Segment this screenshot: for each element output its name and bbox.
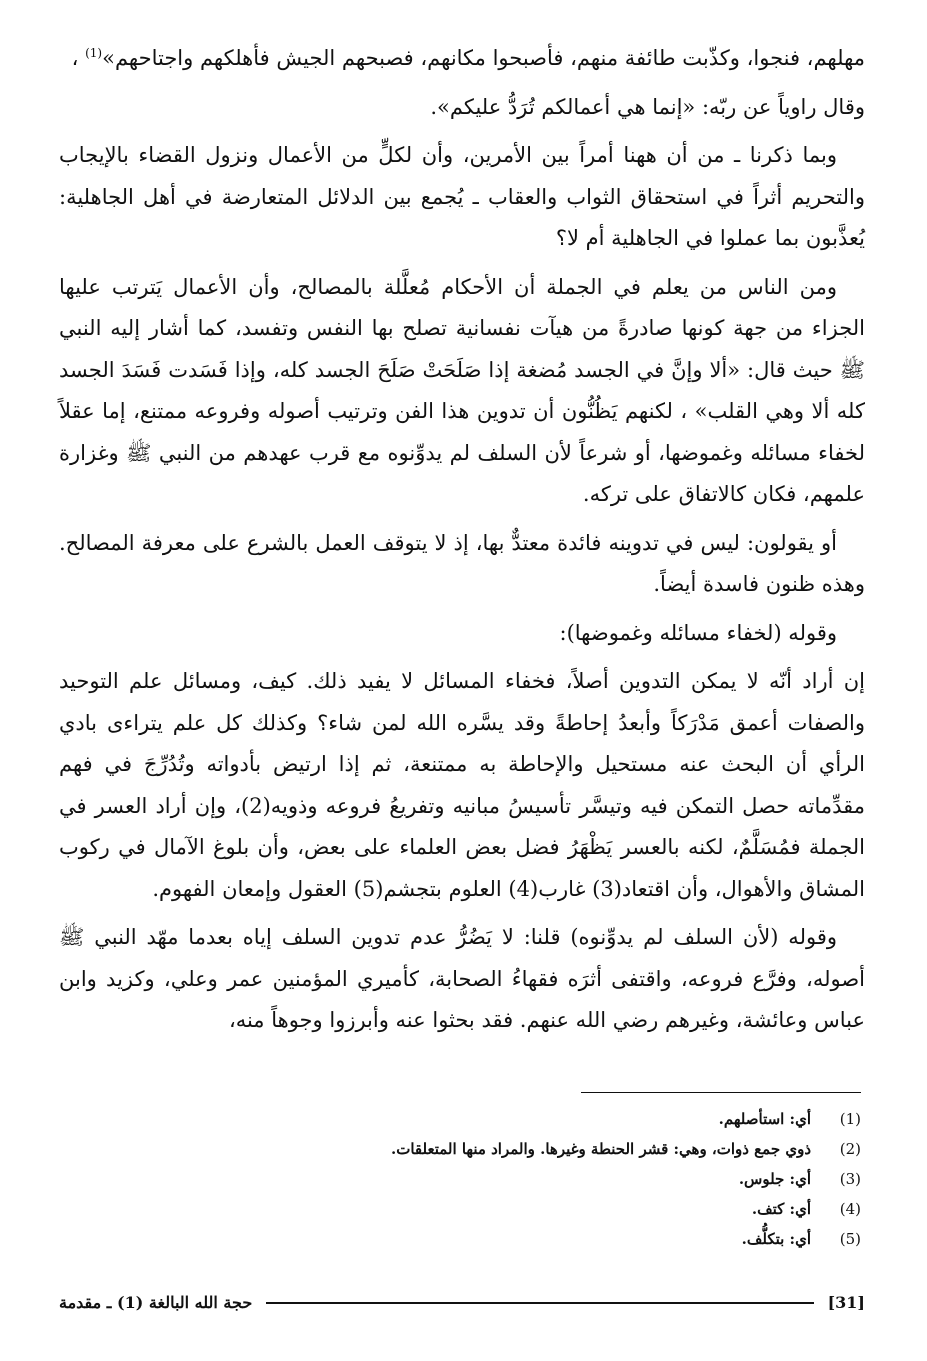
footnote-text: أي: كتف. (751, 1200, 811, 1218)
footnote-item (59, 1224, 865, 1254)
footnote-number: (3) (839, 1170, 861, 1188)
paragraph-7: إن أراد أنّه لا يمكن التدوين أصلاً، فخفاء المسائل لا يفيد ذلك. كيف، ومسائل علم التوحيد والصفات أعمق مَدْرَكاً وأبعدُ إحاطةً وقد يسَّره الله لمن شاء؟ وكذلك كل علم يتراءى بادي الرأي أن البحث عنه مستحيل والإحاطة به ممتنعة، ثم إذا ارتيض بأدواته وتُدُرِّجَ في فهم مقدِّماته حصل التمكن فيه وتيسَّر تأسيسُ مبانيه وتفريعُ فروعه وذويه(2)، وإن أراد العسر في الجملة فمُسَلَّمٌ، لكنه بالعسر يَظْهَرُ فضل بعض العلماء على بعض، وأن بلوغ الآمال في ركوب المشاق والأهوال، وأن اقتعاد(3) غارب(4) العلوم بتجشم(5) العقول وإمعان الفهوم. (59, 669, 865, 901)
paragraph-6: وقوله (لخفاء مسائله وغموضها): (559, 620, 837, 645)
paragraph-5: أو يقولون: ليس في تدوينه فائدة معتدٌّ بها، إذ لا يتوقف العمل بالشرع على معرفة المصالح. وهذه ظنون فاسدة أيضاً. (59, 530, 865, 596)
running-title: حجة الله البالغة (1) ـ مقدمة (59, 1293, 253, 1312)
footnote-text: أي: جلوس. (738, 1170, 811, 1188)
footnote-item (59, 1164, 865, 1194)
footnote-divider (581, 1092, 861, 1093)
footnote-number: (4) (839, 1200, 861, 1218)
footnote-text: أي: بتكلُّف. (741, 1230, 811, 1248)
paragraph-3: وبما ذكرنا ـ من أن ههنا أمراً بين الأمرين، وأن لكلٍّ من الأعمال ونزول القضاء بالإيجاب والتحريم أثراً في استحقاق الثواب والعقاب ـ يُجمع بين الدلائل المتعارضة في أهل الجاهلية: يُعذَّبون بما عملوا في الجاهلية أم لا؟ (59, 143, 865, 250)
main-text (59, 38, 865, 1049)
paragraph-text: مهلهم، فنجوا، وكذّبت طائفة منهم، فأصبحوا مكانهم، فصبحهم الجيش فأهلكهم واجتاحهم» (102, 46, 865, 70)
paragraph-tail: ، (71, 46, 86, 70)
paragraph-4: ومن الناس من يعلم في الجملة أن الأحكام مُعلَّلة بالمصالح، وأن الأعمال يَترتب عليها الجزاء من جهة كونها صادرةً من هيآت نفسانية تصلح بها النفس وتفسد، كما أشار إليه النبي ﷺ حيث قال: «ألا وإنَّ في الجسد مُضغة إذا صَلَحَتْ صَلَحَ الجسد كله، وإذا فَسَدت فَسَدَ الجسد كله ألا وهي القلب» ، لكنهم يَظُنُّون أن تدوين هذا الفن وترتيب أصوله وفروعه ممتنع، إما عقلاً لخفاء مسائله وغموضها، أو شرعاً لأن السلف لم يدوِّنوه مع قرب عهدهم من النبي ﷺ وغزارة علمهم، فكان كالاتفاق على تركه. (59, 274, 865, 506)
footnote-text: أي: استأصلهم. (718, 1110, 811, 1128)
page-footer (59, 1293, 865, 1312)
paragraph-2: وقال راوياً عن ربّه: «إنما هي أعمالكم تُرَدُّ عليكم». (430, 94, 865, 119)
footnotes-list (59, 1104, 865, 1254)
footnote-number: (5) (839, 1230, 861, 1248)
footnote-item (59, 1134, 865, 1164)
footnote-text: ذوي جمع ذوات، وهي: قشر الحنطة وغيرها. والمراد منها المتعلقات. (390, 1140, 811, 1158)
footnote-ref-1: (1) (85, 46, 103, 60)
paragraph-1 (59, 38, 865, 80)
footnote-number: (1) (839, 1110, 861, 1128)
footnote-number: (2) (839, 1140, 861, 1158)
paragraph-8: وقوله (لأن السلف لم يدوِّنوه) قلنا: لا يَضُرُّ عدم تدوين السلف إياه بعدما مهّد النبي ﷺ أصوله، وفرَّع فروعه، واقتفى أثرَه فقهاءُ الصحابة، كأميري المؤمنين عمر وعلي، وكزيد وابن عباس وعائشة، وغيرهم رضي الله عنهم. فقد بحثوا عنه وأبرزوا وجوهاً منه، (59, 925, 865, 1032)
footer-rule (266, 1302, 813, 1304)
footnote-item (59, 1194, 865, 1224)
footnote-item (59, 1104, 865, 1134)
page-number: [31] (827, 1293, 865, 1312)
